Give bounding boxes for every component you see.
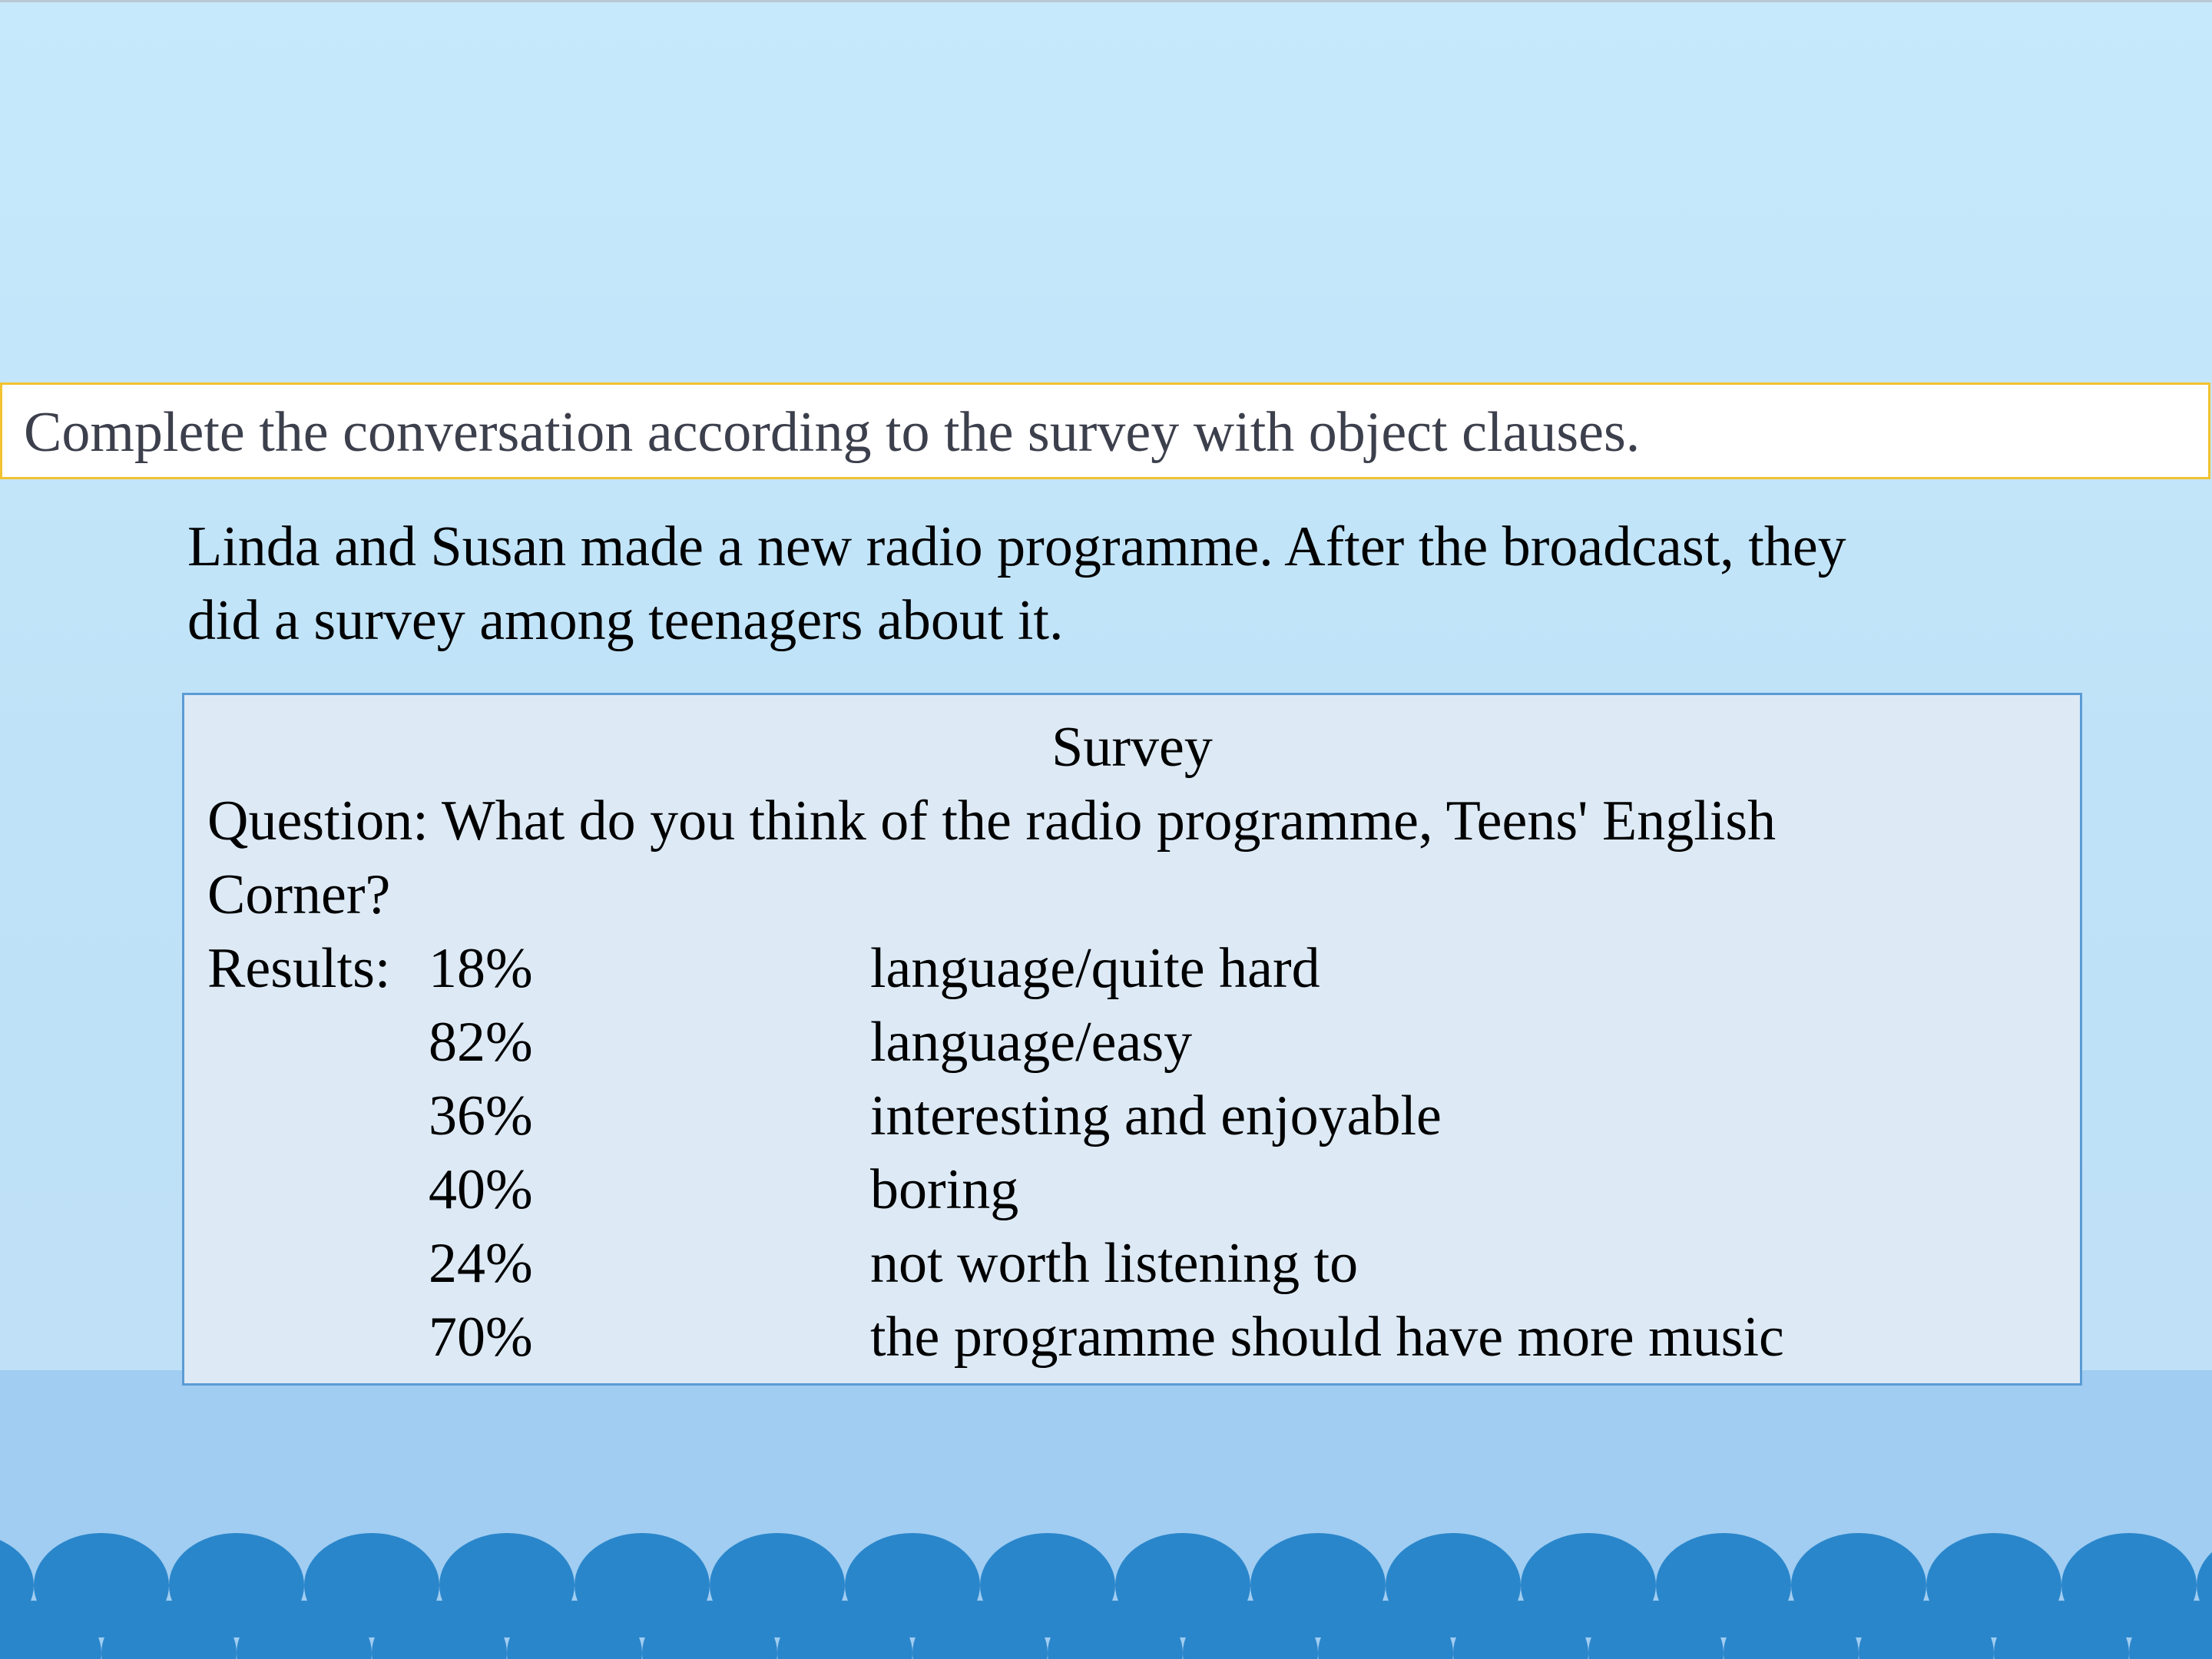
survey-box bbox=[182, 693, 2082, 1386]
result-row bbox=[184, 932, 2080, 1005]
instruction-text: Complete the conversation according to the survey with object clauses. bbox=[24, 401, 1641, 464]
result-description: language/quite hard bbox=[870, 937, 1320, 1000]
survey-question-line-1: Question: What do you think of the radio programme, Teens' English bbox=[207, 790, 1777, 853]
result-percent: 70% bbox=[429, 1306, 533, 1369]
results-list bbox=[184, 932, 2080, 1374]
scallop-decoration bbox=[0, 1490, 2212, 1659]
result-percent: 36% bbox=[429, 1084, 533, 1147]
result-description: the programme should have more music bbox=[870, 1306, 1784, 1369]
result-description: interesting and enjoyable bbox=[870, 1084, 1442, 1147]
intro-line-2: did a survey among teenagers about it. bbox=[187, 589, 1064, 652]
survey-title: Survey bbox=[1051, 716, 1213, 779]
intro-paragraph bbox=[187, 510, 2077, 657]
result-percent: 82% bbox=[429, 1011, 533, 1074]
intro-line-1: Linda and Susan made a new radio programme. After the broadcast, they bbox=[187, 515, 1846, 578]
result-description: boring bbox=[870, 1158, 1019, 1221]
survey-question bbox=[207, 784, 2051, 932]
result-percent: 24% bbox=[429, 1232, 533, 1295]
result-row bbox=[184, 1300, 2080, 1374]
result-row bbox=[184, 1153, 2080, 1227]
result-percent: 40% bbox=[429, 1158, 533, 1221]
result-row bbox=[184, 1005, 2080, 1079]
result-description: not worth listening to bbox=[870, 1232, 1359, 1295]
result-description: language/easy bbox=[870, 1011, 1193, 1074]
result-row bbox=[184, 1079, 2080, 1153]
result-row bbox=[184, 1227, 2080, 1300]
results-label: Results: bbox=[207, 937, 391, 1000]
top-divider bbox=[0, 0, 2212, 2]
instruction-box bbox=[0, 382, 2210, 479]
survey-question-line-2: Corner? bbox=[207, 863, 391, 926]
result-percent: 18% bbox=[429, 937, 533, 1000]
